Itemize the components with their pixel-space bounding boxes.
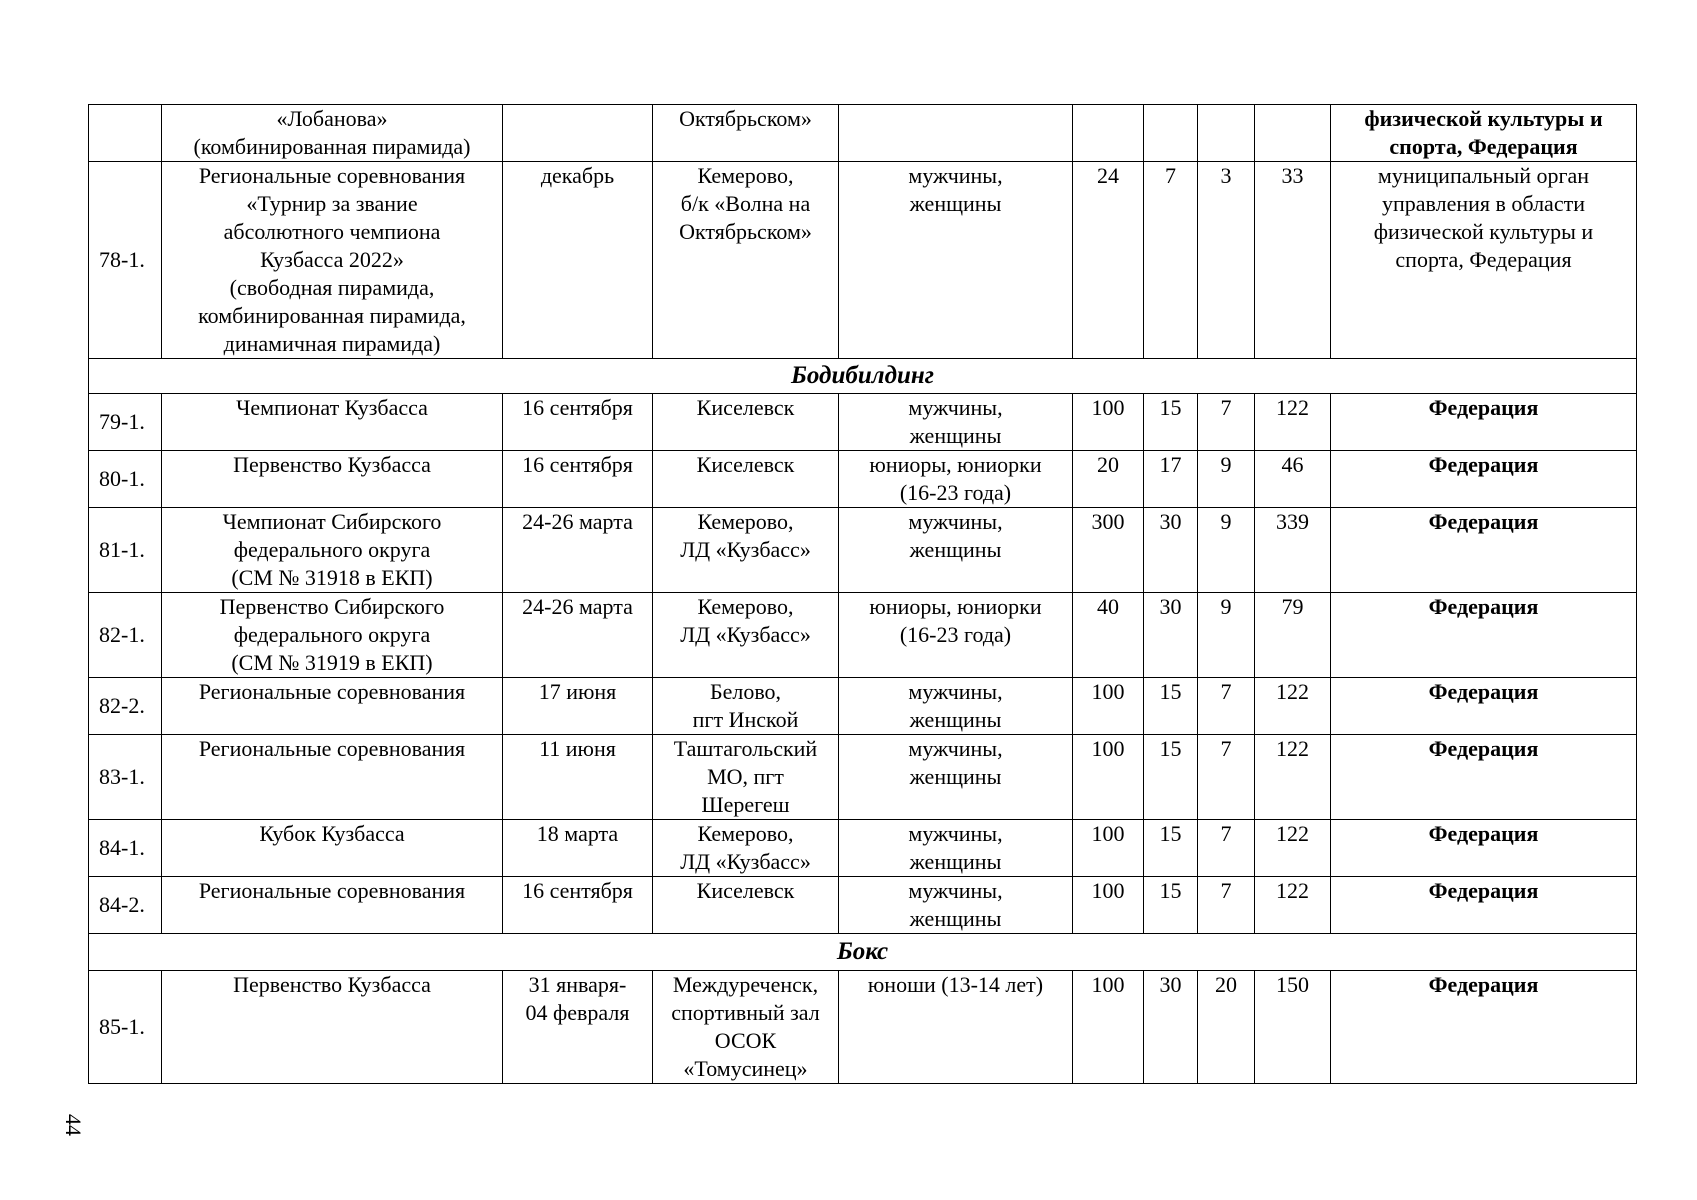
count-athletes: 100 <box>1073 820 1144 877</box>
page-number: 44 <box>61 1114 86 1136</box>
count-judges: 20 <box>1198 971 1255 1084</box>
event-name: Чемпионат Кузбасса <box>162 394 503 451</box>
count-athletes: 100 <box>1073 971 1144 1084</box>
section-title: Бокс <box>89 934 1637 971</box>
organizer: Федерация <box>1331 678 1637 735</box>
event-name: Региональные соревнования «Турнир за звание абсолютного чемпиона Кузбасса 2022» (свободная пирамида, комбинированная пирамида, динамичная пирамида) <box>162 162 503 359</box>
count-coaches: 15 <box>1144 820 1198 877</box>
row-number: 81-1. <box>89 508 162 593</box>
row-number: 84-1. <box>89 820 162 877</box>
count-total: 33 <box>1255 162 1331 359</box>
event-name: Кубок Кузбасса <box>162 820 503 877</box>
table-row <box>89 162 1637 359</box>
event-date: 11 июня <box>503 735 653 820</box>
participants: юниоры, юниорки (16-23 года) <box>839 451 1073 508</box>
participants <box>839 105 1073 162</box>
participants: юноши (13-14 лет) <box>839 971 1073 1084</box>
row-number: 82-2. <box>89 678 162 735</box>
event-name: «Лобанова» (комбинированная пирамида) <box>162 105 503 162</box>
count-coaches: 15 <box>1144 735 1198 820</box>
organizer: Федерация <box>1331 508 1637 593</box>
count-judges: 9 <box>1198 508 1255 593</box>
count-judges: 7 <box>1198 877 1255 934</box>
event-place: Кемерово, ЛД «Кузбасс» <box>653 593 839 678</box>
event-date: 18 марта <box>503 820 653 877</box>
count-athletes: 20 <box>1073 451 1144 508</box>
count-athletes: 100 <box>1073 678 1144 735</box>
row-number: 79-1. <box>89 394 162 451</box>
count-judges: 3 <box>1198 162 1255 359</box>
row-number: 84-2. <box>89 877 162 934</box>
table-row <box>89 735 1637 820</box>
count-coaches: 15 <box>1144 394 1198 451</box>
count-total: 339 <box>1255 508 1331 593</box>
count-athletes: 24 <box>1073 162 1144 359</box>
count-total <box>1255 105 1331 162</box>
count-total: 122 <box>1255 678 1331 735</box>
count-athletes: 100 <box>1073 735 1144 820</box>
count-judges: 7 <box>1198 735 1255 820</box>
table-row <box>89 394 1637 451</box>
participants: мужчины, женщины <box>839 162 1073 359</box>
organizer: Федерация <box>1331 451 1637 508</box>
organizer: физической культуры и спорта, Федерация <box>1331 105 1637 162</box>
count-coaches: 7 <box>1144 162 1198 359</box>
count-coaches: 17 <box>1144 451 1198 508</box>
event-date: 24-26 марта <box>503 508 653 593</box>
event-name: Первенство Кузбасса <box>162 451 503 508</box>
count-total: 122 <box>1255 877 1331 934</box>
event-place: Киселевск <box>653 394 839 451</box>
event-date: 24-26 марта <box>503 593 653 678</box>
participants: юниоры, юниорки (16-23 года) <box>839 593 1073 678</box>
count-total: 46 <box>1255 451 1331 508</box>
event-name: Региональные соревнования <box>162 735 503 820</box>
participants: мужчины, женщины <box>839 678 1073 735</box>
row-number: 83-1. <box>89 735 162 820</box>
section-header-row <box>89 359 1637 394</box>
count-coaches: 15 <box>1144 678 1198 735</box>
event-place: Киселевск <box>653 877 839 934</box>
participants: мужчины, женщины <box>839 820 1073 877</box>
row-number: 85-1. <box>89 971 162 1084</box>
event-date: декабрь <box>503 162 653 359</box>
event-date: 16 сентября <box>503 394 653 451</box>
event-date: 16 сентября <box>503 451 653 508</box>
section-title: Бодибилдинг <box>89 359 1637 394</box>
count-coaches <box>1144 105 1198 162</box>
competition-schedule-table <box>88 104 1637 1084</box>
organizer: Федерация <box>1331 593 1637 678</box>
row-number <box>89 105 162 162</box>
table-row <box>89 593 1637 678</box>
count-coaches: 30 <box>1144 593 1198 678</box>
count-athletes: 100 <box>1073 877 1144 934</box>
event-date <box>503 105 653 162</box>
count-judges: 7 <box>1198 820 1255 877</box>
event-name: Первенство Кузбасса <box>162 971 503 1084</box>
count-judges: 7 <box>1198 394 1255 451</box>
event-name: Чемпионат Сибирского федерального округа (СМ № 31918 в ЕКП) <box>162 508 503 593</box>
count-judges: 7 <box>1198 678 1255 735</box>
event-name: Первенство Сибирского федерального округа (СМ № 31919 в ЕКП) <box>162 593 503 678</box>
participants: мужчины, женщины <box>839 394 1073 451</box>
event-place: Кемерово, б/к «Волна на Октябрьском» <box>653 162 839 359</box>
row-number: 82-1. <box>89 593 162 678</box>
event-place: Таштагольский МО, пгт Шерегеш <box>653 735 839 820</box>
count-athletes: 100 <box>1073 394 1144 451</box>
event-place: Белово, пгт Инской <box>653 678 839 735</box>
table-row <box>89 971 1637 1084</box>
table-row <box>89 451 1637 508</box>
table-row <box>89 678 1637 735</box>
section-header-row <box>89 934 1637 971</box>
participants: мужчины, женщины <box>839 508 1073 593</box>
organizer: Федерация <box>1331 820 1637 877</box>
event-date: 17 июня <box>503 678 653 735</box>
event-place: Кемерово, ЛД «Кузбасс» <box>653 508 839 593</box>
row-number: 78-1. <box>89 162 162 359</box>
count-judges: 9 <box>1198 451 1255 508</box>
count-coaches: 30 <box>1144 508 1198 593</box>
count-judges <box>1198 105 1255 162</box>
count-total: 79 <box>1255 593 1331 678</box>
count-total: 150 <box>1255 971 1331 1084</box>
count-coaches: 15 <box>1144 877 1198 934</box>
table-row <box>89 105 1637 162</box>
participants: мужчины, женщины <box>839 877 1073 934</box>
count-total: 122 <box>1255 394 1331 451</box>
event-date: 31 января- 04 февраля <box>503 971 653 1084</box>
organizer: Федерация <box>1331 971 1637 1084</box>
event-place: Киселевск <box>653 451 839 508</box>
count-athletes <box>1073 105 1144 162</box>
event-place: Октябрьском» <box>653 105 839 162</box>
organizer: Федерация <box>1331 735 1637 820</box>
count-total: 122 <box>1255 735 1331 820</box>
table-row <box>89 820 1637 877</box>
participants: мужчины, женщины <box>839 735 1073 820</box>
event-place: Кемерово, ЛД «Кузбасс» <box>653 820 839 877</box>
event-place: Междуреченск, спортивный зал ОСОК «Томусинец» <box>653 971 839 1084</box>
count-athletes: 300 <box>1073 508 1144 593</box>
event-name: Региональные соревнования <box>162 678 503 735</box>
count-total: 122 <box>1255 820 1331 877</box>
organizer: муниципальный орган управления в области физической культуры и спорта, Федерация <box>1331 162 1637 359</box>
organizer: Федерация <box>1331 394 1637 451</box>
count-judges: 9 <box>1198 593 1255 678</box>
row-number: 80-1. <box>89 451 162 508</box>
table-row <box>89 877 1637 934</box>
count-coaches: 30 <box>1144 971 1198 1084</box>
organizer: Федерация <box>1331 877 1637 934</box>
event-name: Региональные соревнования <box>162 877 503 934</box>
table-row <box>89 508 1637 593</box>
event-date: 16 сентября <box>503 877 653 934</box>
count-athletes: 40 <box>1073 593 1144 678</box>
